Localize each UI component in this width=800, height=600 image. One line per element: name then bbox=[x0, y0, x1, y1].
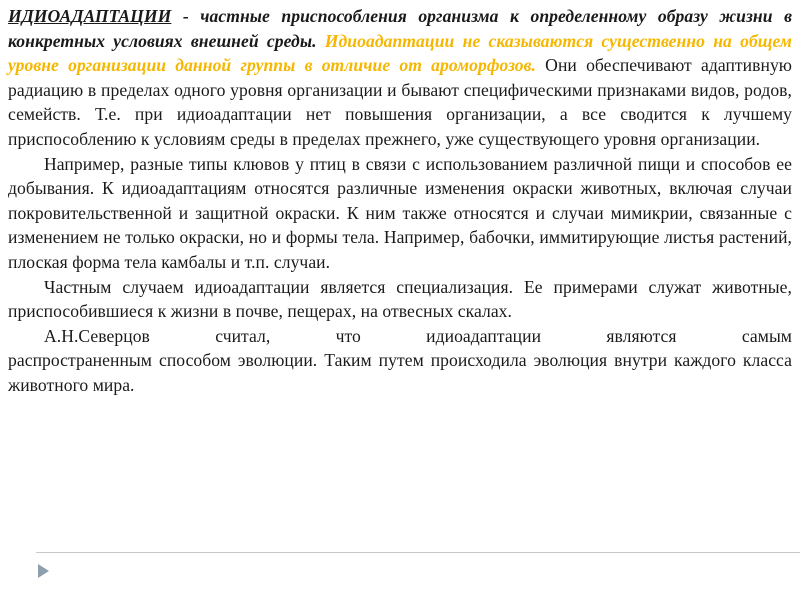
triangle-right-icon[interactable] bbox=[38, 564, 49, 578]
slide-text-body bbox=[8, 4, 792, 398]
footer-divider bbox=[36, 552, 800, 553]
paragraph-examples: Например, разные типы клювов у птиц в связи с использованием различной пищи и способов ее добывания. К идиоадаптациям относятся различные изменения окраски животных, включая случаи покровительственной и защитной окраски. К ним также относятся и случаи мимикрии, связанные с изменением не только окраски, но и формы тела. Например, бабочки, иммитирующие листья растений, плоская форма тела камбалы и т.п. случаи. bbox=[8, 153, 792, 272]
paragraph-specialization: Частным случаем идиоадаптации является специализация. Ее примерами служат животные, приспособившиеся к жизни в почве, пещерах, на отвесных скалах. bbox=[8, 276, 792, 322]
paragraph-severtsov-line1: А.Н.Северцов считал, что идиоадаптации являются самым bbox=[44, 325, 792, 346]
paragraph-definition bbox=[8, 4, 792, 152]
paragraph-severtsov-rest: распространенным способом эволюции. Таким путем происходила эволюция внутри каждого класса животного мира. bbox=[8, 350, 792, 395]
definition-text: - частные приспособления организма к определенному образу жизни в конкретных условиях внешней среды. bbox=[8, 6, 792, 51]
term-idioadaptation: ИДИОАДАПТАЦИИ bbox=[8, 6, 172, 26]
paragraph-1-body: Они обеспечивают адаптивную радиацию в пределах одного уровня организации и бывают специфическими признаками видов, родов, семейств. Т.е. при идиоадаптации нет повышения организации, а все сводится к лучшему приспособлению к условиям среды в пределах прежнего, уже существующего уровня организации. bbox=[8, 55, 792, 149]
highlighted-statement: Идиоадаптации не сказываются существенно на общем уровне организации данной группы в отличие от ароморфозов. bbox=[8, 30, 793, 76]
